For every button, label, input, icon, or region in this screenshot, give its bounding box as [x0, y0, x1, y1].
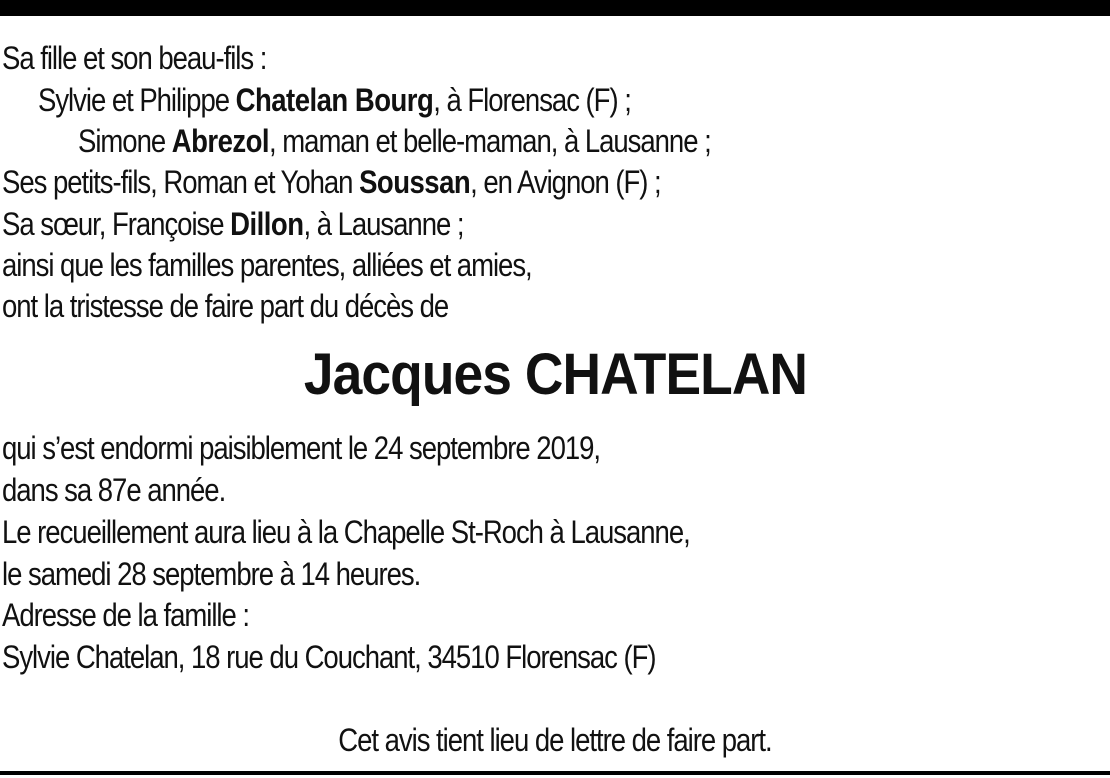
- family-text: Ses petits-fils, Roman et Yohan: [2, 164, 360, 200]
- family-text: Sylvie et Philippe: [38, 82, 236, 118]
- family-text: , à Florensac (F) ;: [433, 82, 631, 118]
- top-border-rule: [0, 0, 1110, 16]
- detail-line-address-label: Adresse de la famille :: [2, 597, 250, 633]
- family-text: Sa sœur, Françoise: [2, 206, 231, 242]
- detail-line-ceremony: Le recueillement aura lieu à la Chapelle St-Roch à Lausanne,: [2, 514, 690, 550]
- family-line-relatives: ainsi que les familles parentes, alliées et amies,: [2, 247, 532, 283]
- closing-note-text: Cet avis tient lieu de lettre de faire part.: [338, 722, 772, 758]
- family-surname: Dillon: [230, 206, 304, 242]
- family-line-grandsons: [2, 162, 661, 202]
- detail-line-date: qui s’est endormi paisiblement le 24 septembre 2019,: [2, 430, 601, 466]
- family-surname: Soussan: [359, 164, 471, 200]
- family-text: , en Avignon (F) ;: [470, 164, 661, 200]
- detail-line-age: dans sa 87e année.: [2, 472, 226, 508]
- deceased-name-text: Jacques CHATELAN: [303, 342, 807, 407]
- family-text: , maman et belle-maman, à Lausanne ;: [269, 123, 711, 159]
- family-line-daughter-intro: Sa fille et son beau-fils :: [2, 40, 267, 76]
- detail-line-address: Sylvie Chatelan, 18 rue du Couchant, 34510 Florensac (F): [2, 639, 656, 675]
- family-surname: Abrezol: [171, 123, 270, 159]
- family-line-daughter: [38, 80, 631, 120]
- family-line-sister: [2, 204, 463, 244]
- family-surname: Chatelan Bourg: [235, 82, 434, 118]
- family-text: Simone: [78, 123, 172, 159]
- deceased-name: [0, 340, 1110, 410]
- family-line-mother-in-law: [78, 121, 711, 161]
- bottom-border-rule: [0, 771, 1110, 775]
- family-line-announcement: ont la tristesse de faire part du décès de: [2, 288, 449, 324]
- family-text: , à Lausanne ;: [303, 206, 464, 242]
- detail-line-ceremony-time: le samedi 28 septembre à 14 heures.: [2, 556, 421, 592]
- closing-note: [0, 720, 1110, 760]
